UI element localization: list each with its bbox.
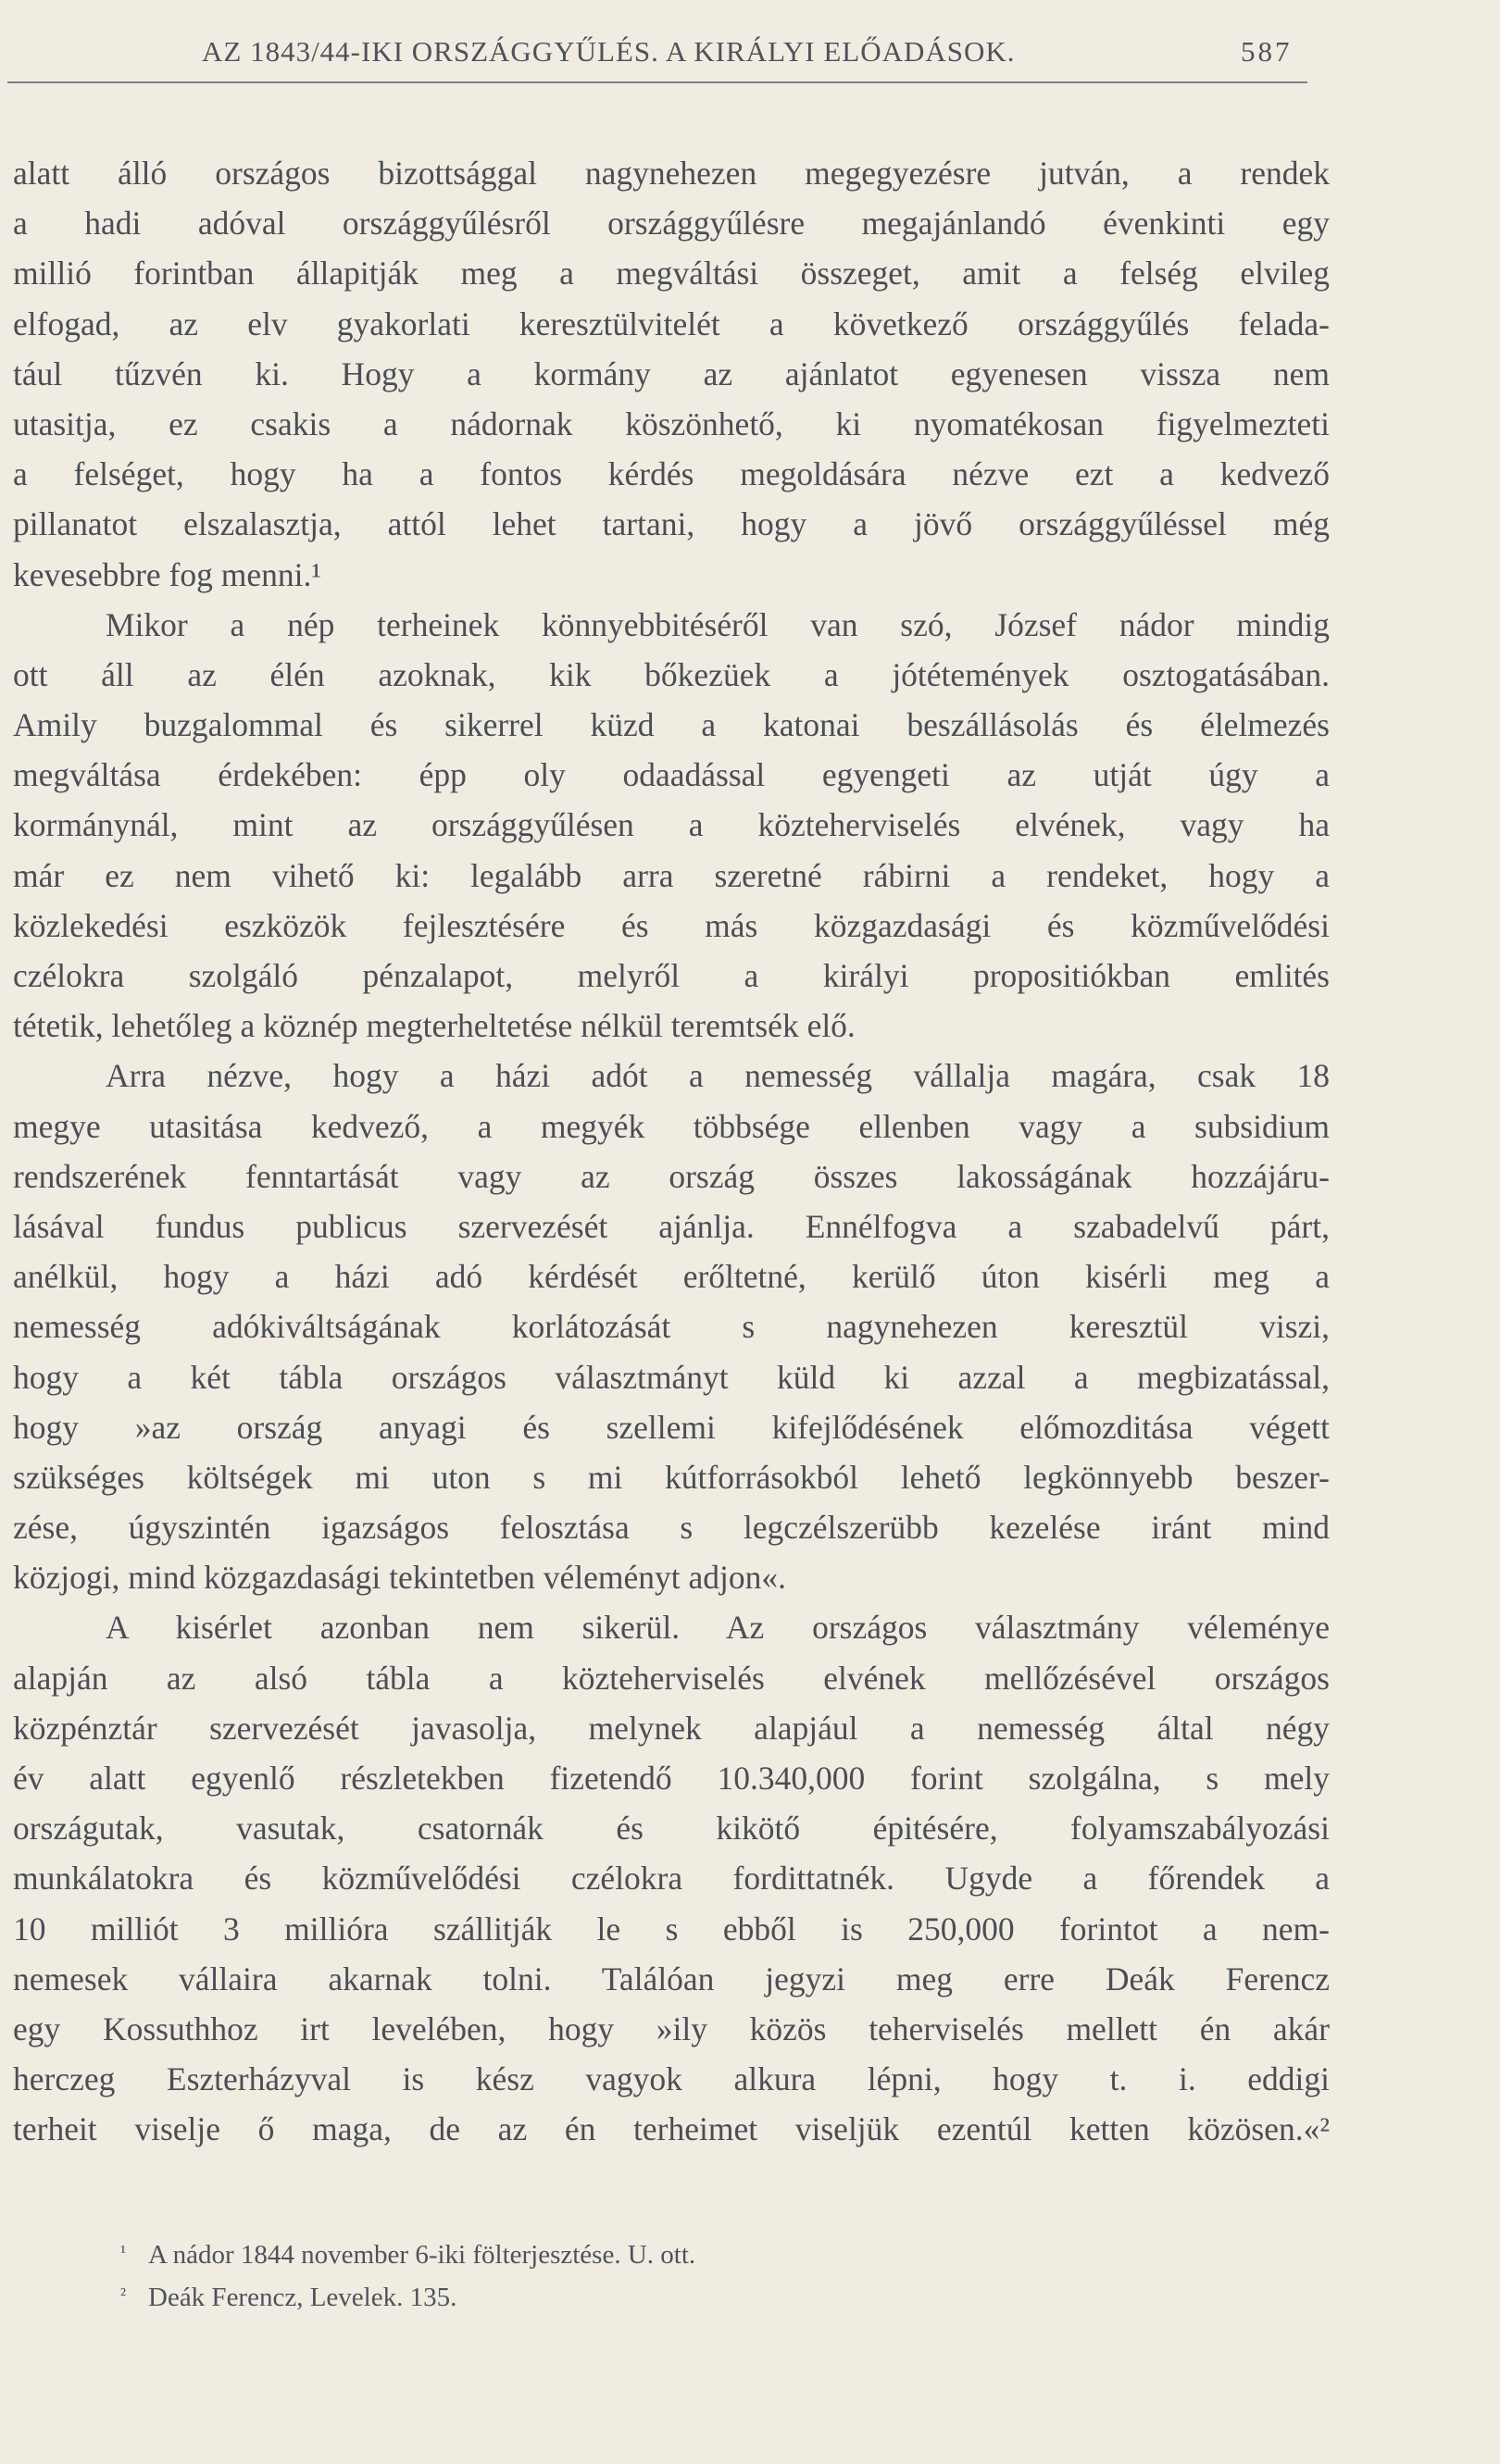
text-line: tétetik, lehetőleg a köznép megterheltetése nélkül teremtsék elő. xyxy=(13,1007,856,1045)
footnotes xyxy=(120,2231,1231,2316)
text-line: egy Kossuthhoz irt levelében, hogy »ily közös teherviselés mellett én akár xyxy=(13,2010,1330,2047)
footnote-text: A nádor 1844 november 6-iki fölterjesztése. U. ott. xyxy=(148,2240,696,2270)
text-line: nemesek vállaira akarnak tolni. Találóan jegyzi meg erre Deák Ferencz xyxy=(13,1960,1330,1997)
text-line: hogy a két tábla országos választmányt küld ki azzal a megbizatással, xyxy=(13,1358,1330,1396)
footnote-mark: ¹ xyxy=(120,2242,126,2262)
running-title: AZ 1843/44-IKI ORSZÁGGYŰLÉS. A KIRÁLYI ELŐADÁSOK. xyxy=(202,35,1016,68)
text-line: Arra nézve, hogy a házi adót a nemesség vállalja magára, csak 18 xyxy=(106,1057,1330,1095)
text-line: munkálatokra és közművelődési czélokra fordittatnék. Ugyde a főrendek a xyxy=(13,1860,1330,1898)
text-line: hogy »az ország anyagi és szellemi kifejlődésének előmozditása végett xyxy=(13,1408,1330,1446)
text-line: elfogad, az elv gyakorlati keresztülvitelét a következő országgyűlés felada- xyxy=(13,305,1330,342)
text-line: alapján az alsó tábla a közteherviselés elvének mellőzésével országos xyxy=(13,1659,1330,1697)
text-line: nemesség adókiváltságának korlátozását s nagynehezen keresztül viszi, xyxy=(13,1308,1330,1346)
footnote-mark: ² xyxy=(120,2284,126,2305)
text-line: lásával fundus publicus szervezését ajánlja. Ennélfogva a szabadelvű párt, xyxy=(13,1207,1330,1245)
text-line: A kisérlet azonban nem sikerül. Az országos választmány véleménye xyxy=(106,1609,1330,1647)
text-line: terheit viselje ő maga, de az én terheimet viseljük ezentúl ketten közösen.«² xyxy=(13,2110,1330,2148)
text-line: kormánynál, mint az országgyűlésen a közteherviselés elvének, vagy ha xyxy=(13,806,1330,844)
header-rule xyxy=(7,81,1307,83)
text-line: 10 milliót 3 millióra szállitják le s ebből is 250,000 forintot a nem- xyxy=(13,1910,1330,1948)
text-line: anélkül, hogy a házi adó kérdését erőltetné, kerülő úton kisérli meg a xyxy=(13,1258,1330,1296)
page-number: 587 xyxy=(1241,35,1293,68)
text-line: utasitja, ez csakis a nádornak köszönhető, ki nyomatékosan figyelmezteti xyxy=(13,404,1330,442)
text-line: közlekedési eszközök fejlesztésére és más közgazdasági és közművelődési xyxy=(13,906,1330,944)
footnote xyxy=(120,2273,1231,2316)
text-line: zése, úgyszintén igazságos felosztása s legczélszerübb kezelése iránt mind xyxy=(13,1509,1330,1547)
body-text xyxy=(13,148,1330,2155)
text-line: Mikor a nép terheinek könnyebbitéséről van szó, József nádor mindig xyxy=(106,605,1330,643)
text-line: a hadi adóval országgyűlésről országgyűlésre megajánlandó évenkinti egy xyxy=(13,205,1330,243)
text-line: országutak, vasutak, csatornák és kikötő épitésére, folyamszabályozási xyxy=(13,1810,1330,1848)
text-line: rendszerének fenntartását vagy az ország összes lakosságának hozzájáru- xyxy=(13,1157,1330,1195)
text-line: tául tűzvén ki. Hogy a kormány az ajánlatot egyenesen vissza nem xyxy=(13,355,1330,392)
text-line: a felséget, hogy ha a fontos kérdés megoldására nézve ezt a kedvező xyxy=(13,455,1330,493)
text-line: pillanatot elszalasztja, attól lehet tartani, hogy a jövő országgyűléssel még xyxy=(13,505,1330,543)
footnote xyxy=(120,2231,1231,2273)
running-header xyxy=(202,35,1313,76)
text-line: már ez nem vihető ki: legalább arra szeretné rábirni a rendeket, hogy a xyxy=(13,856,1330,894)
text-line: közjogi, mind közgazdasági tekintetben véleményt adjon«. xyxy=(13,1559,786,1597)
text-line: ott áll az élén azoknak, kik bőkezüek a jótétemények osztogatásában. xyxy=(13,655,1330,693)
text-line: alatt álló országos bizottsággal nagynehezen megegyezésre jutván, a rendek xyxy=(13,155,1330,192)
text-line: év alatt egyenlő részletekben fizetendő 10.340,000 forint szolgálna, s mely xyxy=(13,1760,1330,1797)
text-line: czélokra szolgáló pénzalapot, melyről a királyi propositiókban emlités xyxy=(13,957,1330,994)
text-line: Amily buzgalommal és sikerrel küzd a katonai beszállásolás és élelmezés xyxy=(13,706,1330,744)
text-line: millió forintban állapitják meg a megváltási összeget, amit a felség elvileg xyxy=(13,255,1330,292)
text-line: herczeg Eszterházyval is kész vagyok alkura lépni, hogy t. i. eddigi xyxy=(13,2060,1330,2098)
text-line: szükséges költségek mi uton s mi kútforrásokból lehető legkönnyebb beszer- xyxy=(13,1458,1330,1496)
text-line: közpénztár szervezését javasolja, melynek alapjául a nemesség által négy xyxy=(13,1709,1330,1747)
text-line: megváltása érdekében: épp oly odaadással egyengeti az utját úgy a xyxy=(13,756,1330,794)
text-line: kevesebbre fog menni.¹ xyxy=(13,555,321,593)
footnote-text: Deák Ferencz, Levelek. 135. xyxy=(148,2283,457,2312)
text-line: megye utasitása kedvező, a megyék többsége ellenben vagy a subsidium xyxy=(13,1107,1330,1145)
